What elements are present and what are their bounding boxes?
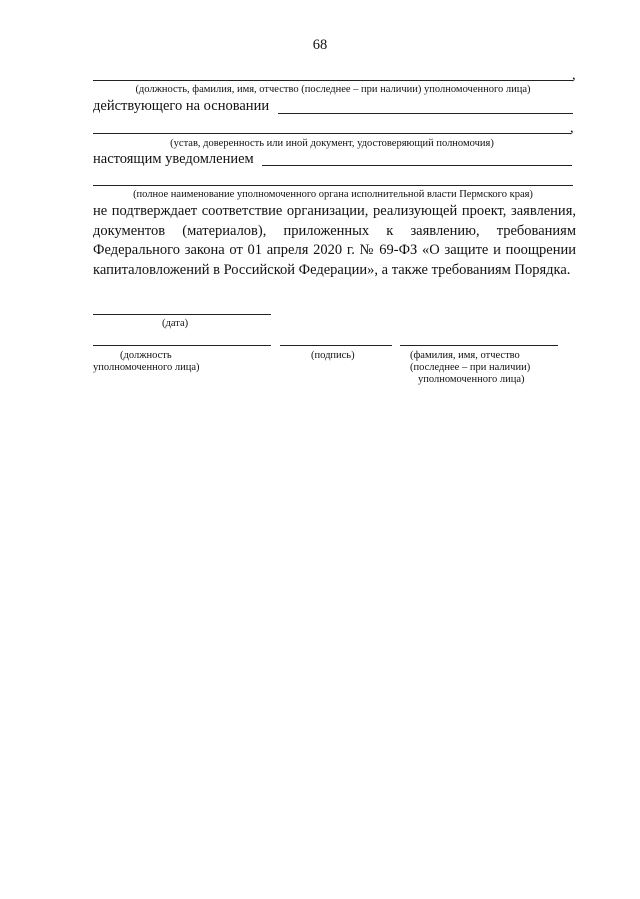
acting-basis-label: действующего на основании bbox=[93, 98, 270, 114]
notification-line bbox=[262, 165, 572, 166]
acting-basis-line bbox=[278, 113, 573, 114]
date-line bbox=[93, 314, 271, 315]
line2-comma: , bbox=[570, 120, 574, 136]
signature-caption: (подпись) bbox=[311, 350, 355, 361]
position-caption-1: (должность bbox=[120, 350, 172, 361]
date-caption: (дата) bbox=[162, 318, 189, 329]
line1-comma: , bbox=[572, 67, 576, 83]
name-caption-1: (фамилия, имя, отчество bbox=[410, 350, 520, 361]
authority-caption: (полное наименование уполномоченного органа исполнительной власти Пермского края) bbox=[133, 189, 533, 200]
name-caption-3: уполномоченного лица) bbox=[418, 374, 525, 385]
authority-document-caption: (устав, доверенность или иной документ, удостоверяющий полномочия) bbox=[170, 138, 494, 149]
signature-line bbox=[280, 345, 392, 346]
full-name-line bbox=[400, 345, 558, 346]
body-paragraph: не подтверждает соответствие организации, реализующей проект, заявления, документов (материалов), приложенных к заявлению, требованиям Федерального закона от 01 апреля 2020 г. № 69-ФЗ «О защите и поощрении капиталовложений в Российской Федерации», а также требованиям Порядка. bbox=[93, 203, 576, 278]
page-number: 68 bbox=[312, 37, 328, 53]
official-caption: (должность, фамилия, имя, отчество (последнее – при наличии) уполномоченного лица) bbox=[135, 84, 531, 95]
official-name-line bbox=[93, 80, 573, 81]
authority-document-line bbox=[93, 133, 571, 134]
position-caption-2: уполномоченного лица) bbox=[93, 362, 200, 373]
notification-label: настоящим уведомлением bbox=[93, 151, 254, 167]
name-caption-2: (последнее – при наличии) bbox=[410, 362, 531, 373]
position-line bbox=[93, 345, 271, 346]
authority-name-line bbox=[93, 185, 573, 186]
